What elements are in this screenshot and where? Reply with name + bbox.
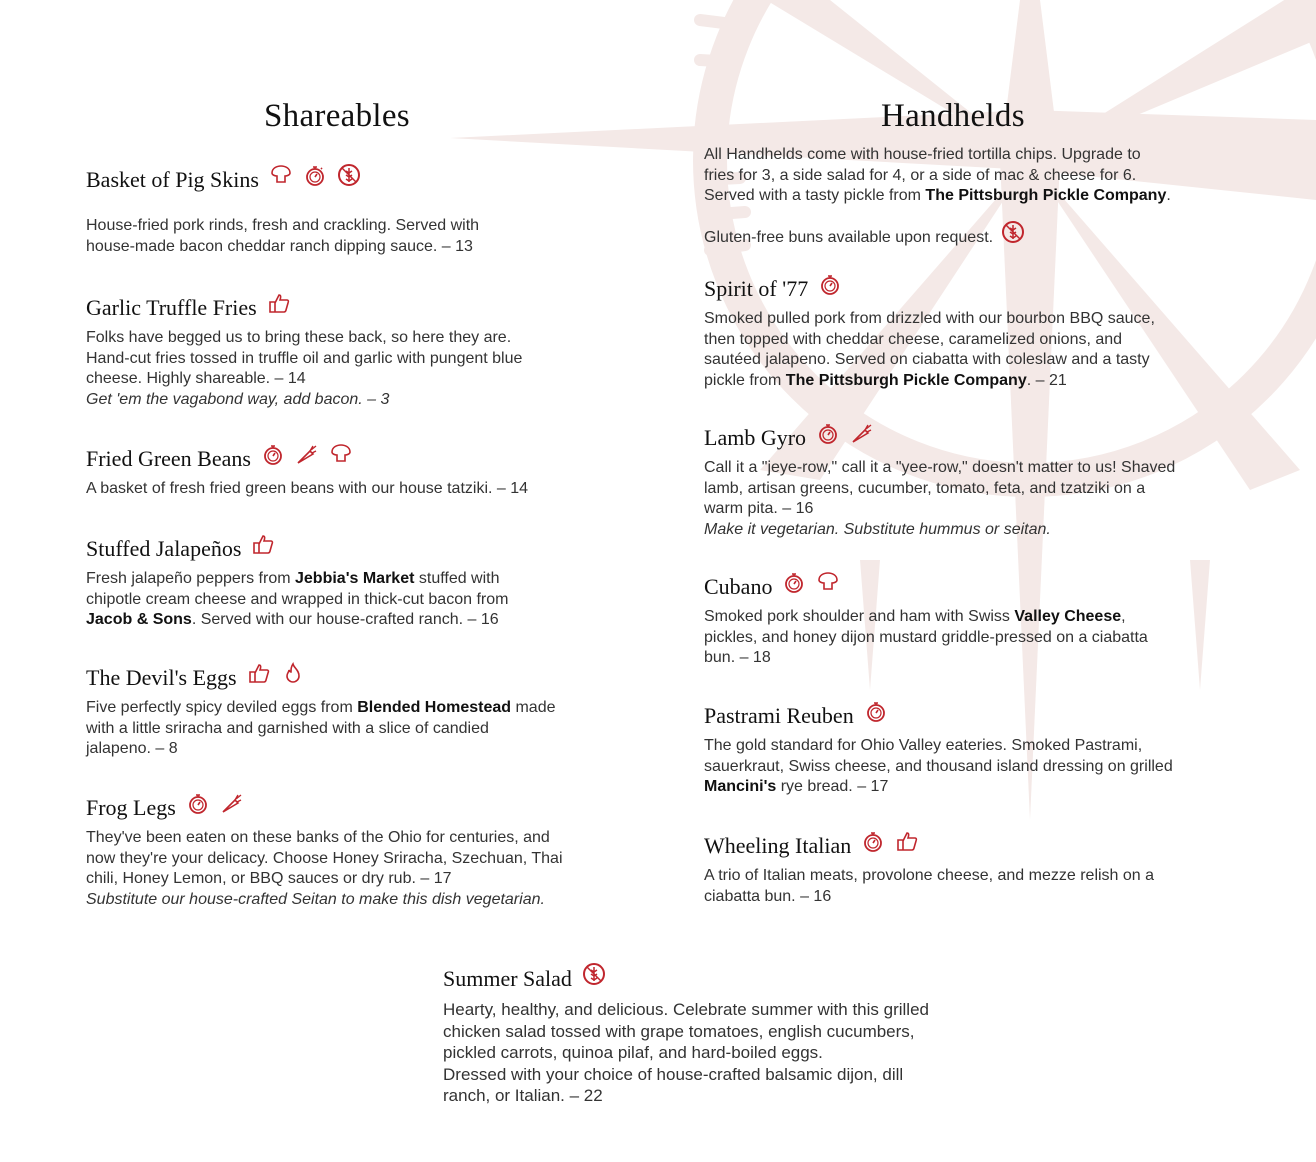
stopwatch-icon — [261, 441, 285, 467]
desc-line — [86, 610, 508, 631]
desc-line: pickled carrots, quinoa pilaf, and hard-boiled eggs. — [443, 1043, 823, 1062]
gluten-free-icon — [1001, 219, 1025, 245]
item-name: Stuffed Jalapeños — [86, 536, 242, 561]
menu-item-basket-of-pig-skins — [86, 166, 479, 257]
desc-line: pickles, and honey dijon mustard griddle-pressed on a ciabatta — [704, 628, 1148, 646]
thumbs-up-icon — [895, 828, 919, 854]
item-name: The Devil's Eggs — [86, 665, 237, 690]
desc-line: ciabatta bun. – 16 — [704, 887, 832, 905]
desc-line: A basket of fresh fried green beans with our house tatziki. – 14 — [86, 480, 529, 497]
desc-line: The gold standard for Ohio Valley eateries. Smoked Pastrami, — [704, 737, 1143, 754]
menu-item-wheeling-italian — [704, 832, 1154, 907]
menu-item-summer-salad — [443, 965, 929, 1107]
desc-line: house-made bacon cheddar ranch dipping sauce. – 13 — [86, 237, 473, 255]
desc-line: then topped with cheddar cheese, caramelized onions, and — [704, 330, 1123, 348]
desc-line: with a little sriracha and garnished with a slice of candied — [86, 719, 489, 737]
menu-item-devils-eggs — [86, 664, 556, 760]
stopwatch-icon — [782, 569, 806, 595]
desc-line: cheese. Highly shareable. – 14 — [86, 370, 306, 387]
desc-line: bun. – 18 — [704, 649, 771, 666]
desc-line — [86, 569, 508, 590]
supplier-name: Jacob & Sons — [86, 611, 192, 628]
desc-line: Hearty, healthy, and delicious. Celebrate summer with this grilled — [443, 1000, 929, 1019]
handhelds-title: Handhelds — [881, 98, 1025, 134]
gluten-free-note — [704, 223, 1171, 249]
desc-line: Dressed with your choice of house-crafted balsamic dijon, dill — [443, 1064, 904, 1084]
desc-line: chili, Honey Lemon, or BBQ sauces or dry rub. – 17 — [86, 870, 452, 887]
text: made — [511, 699, 556, 716]
desc-line: sauerkraut, Swiss cheese, and thousand island dressing on grilled — [704, 757, 1173, 775]
gluten-free-icon — [337, 162, 361, 188]
desc-line — [704, 607, 1148, 628]
item-name: Basket of Pig Skins — [86, 167, 259, 192]
text: , — [1121, 608, 1126, 625]
desc-line: All Handhelds come with house-fried tortilla chips. Upgrade to — [704, 146, 1141, 163]
carrot-icon — [220, 790, 244, 816]
gluten-free-icon — [582, 961, 606, 987]
item-note: Make it vegetarian. Substitute hummus or seitan. — [704, 520, 1051, 538]
item-name: Cubano — [704, 574, 773, 599]
desc-line — [704, 186, 1171, 207]
text: . Served with our house-crafted ranch. – 16 — [191, 611, 499, 628]
item-note: Substitute our house-crafted Seitan to make this dish vegetarian. — [86, 890, 545, 908]
desc-line: now they're your delicacy. Choose Honey Sriracha, Szechuan, Thai — [86, 849, 563, 867]
text: Gluten-free buns available upon request. — [704, 229, 994, 246]
desc-line: fries for 3, a side salad for 4, or a side of mac & cheese for 6. — [704, 166, 1137, 184]
desc-line: chipotle cream cheese and wrapped in thick-cut bacon from — [86, 590, 509, 608]
text: . – 21 — [1026, 371, 1067, 389]
stopwatch-icon — [861, 828, 885, 854]
desc-line: Folks have begged us to bring these back, so here they are. — [86, 329, 512, 346]
supplier-name: Blended Homestead — [357, 699, 512, 716]
desc-line: ranch, or Italian. – 22 — [443, 1086, 603, 1105]
carrot-icon — [850, 420, 874, 446]
supplier-name: Jebbia's Market — [295, 570, 415, 587]
supplier-name: Mancini's — [704, 778, 777, 795]
menu-item-garlic-truffle-fries — [86, 294, 522, 410]
desc-line: Smoked pulled pork from drizzled with our bourbon BBQ sauce, — [704, 310, 1155, 327]
stopwatch-icon — [818, 271, 842, 297]
desc-line — [704, 777, 1173, 798]
menu-item-spirit-of-77 — [704, 275, 1155, 391]
desc-line — [704, 371, 1155, 392]
stopwatch-icon — [303, 162, 327, 188]
desc-line: warm pita. – 16 — [704, 500, 814, 517]
item-name: Fried Green Beans — [86, 446, 251, 471]
text: rye bread. – 17 — [776, 778, 889, 795]
stopwatch-icon — [816, 420, 840, 446]
desc-line: Hand-cut fries tossed in truffle oil and garlic with pungent blue — [86, 349, 523, 367]
stopwatch-icon — [186, 790, 210, 816]
supplier-name: The Pittsburgh Pickle Company — [925, 187, 1167, 204]
thumbs-up-icon — [247, 660, 271, 686]
flame-icon — [281, 660, 305, 686]
menu-item-fried-green-beans — [86, 445, 528, 500]
menu-item-lamb-gyro — [704, 424, 1175, 540]
supplier-name: The Pittsburgh Pickle Company — [785, 371, 1027, 389]
text: Five perfectly spicy deviled eggs from — [86, 699, 358, 716]
stopwatch-icon — [864, 698, 888, 724]
menu-item-pastrami-reuben — [704, 702, 1173, 798]
item-name: Pastrami Reuben — [704, 703, 854, 728]
thumbs-up-icon — [267, 290, 291, 316]
desc-line: jalapeno. – 8 — [86, 740, 178, 757]
handhelds-intro — [704, 145, 1171, 249]
desc-line: A trio of Italian meats, provolone cheese, and mezze relish on a — [704, 867, 1155, 884]
item-note: Get 'em the vagabond way, add bacon. – 3 — [86, 390, 390, 408]
desc-line: sautéed jalapeno. Served on ciabatta with coleslaw and a tasty — [704, 351, 1150, 368]
item-name: Summer Salad — [443, 966, 572, 991]
desc-line: lamb, artisan greens, cucumber, tomato, feta, and tzatziki on a — [704, 479, 1146, 497]
carrot-icon — [295, 441, 319, 467]
text: Fresh jalapeño peppers from — [86, 570, 295, 587]
item-name: Frog Legs — [86, 795, 176, 820]
item-name: Lamb Gyro — [704, 425, 807, 450]
mushroom-icon — [816, 569, 840, 595]
thumbs-up-icon — [251, 531, 275, 557]
text: pickle from — [704, 371, 786, 389]
item-name: Garlic Truffle Fries — [86, 295, 257, 320]
shareables-title: Shareables — [264, 98, 410, 134]
desc-line: chicken salad tossed with grape tomatoes, english cucumbers, — [443, 1021, 915, 1041]
item-name: Spirit of '77 — [704, 276, 809, 301]
item-name: Wheeling Italian — [704, 833, 852, 858]
menu-item-stuffed-jalapenos — [86, 535, 508, 631]
menu-item-cubano — [704, 573, 1148, 669]
text: . — [1166, 187, 1171, 204]
mushroom-icon — [269, 162, 293, 188]
menu-item-frog-legs — [86, 794, 563, 910]
text: Smoked pork shoulder and ham with Swiss — [704, 608, 1015, 625]
text: Served with a tasty pickle from — [704, 187, 926, 204]
desc-line: They've been eaten on these banks of the Ohio for centuries, and — [86, 829, 550, 846]
mushroom-icon — [329, 441, 353, 467]
desc-line: Call it a "jeye-row," call it a "yee-row," doesn't matter to us! Shaved — [704, 459, 1176, 476]
desc-line — [86, 698, 556, 719]
text: stuffed with — [414, 570, 500, 587]
supplier-name: Valley Cheese — [1014, 608, 1122, 625]
desc-line: House-fried pork rinds, fresh and crackling. Served with — [86, 217, 480, 234]
